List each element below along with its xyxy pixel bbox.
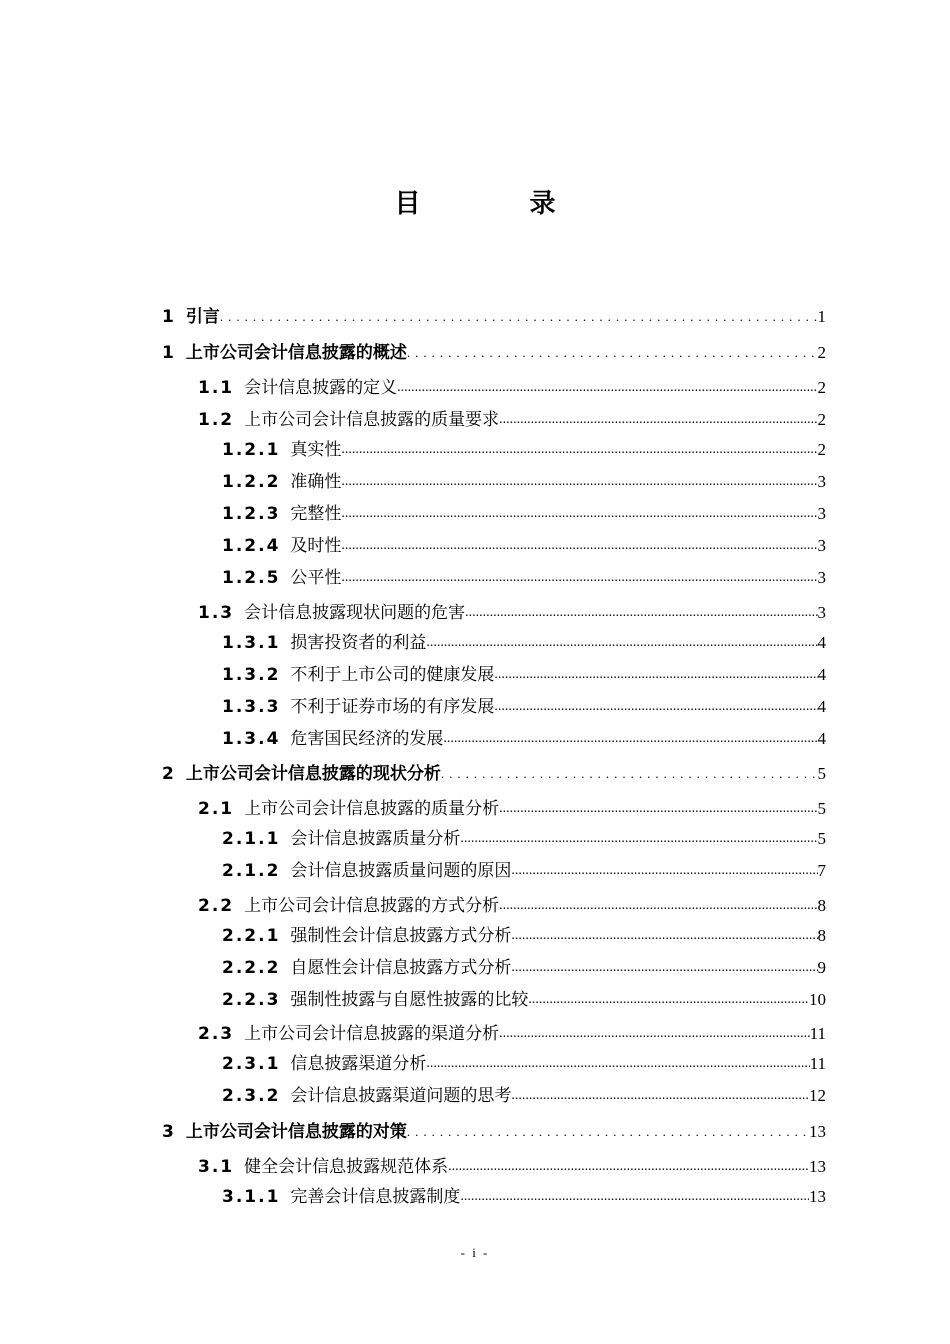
toc-entry-text: 引言 [185,307,220,327]
toc-entry-text: 损害投资者的利益 [290,633,427,653]
toc-entry-text: 强制性会计信息披露方式分析 [290,926,512,946]
toc-entry[interactable] [198,893,826,919]
toc-entry-page: 5 [817,764,826,783]
toc-entry-number: 2 [162,764,176,784]
toc-entry[interactable] [222,437,826,463]
toc-entry-page: 3 [817,568,826,587]
toc-entry-page: 4 [817,665,826,684]
toc-entry-number: 2.3.2 [222,1086,281,1106]
toc-entry-page: 5 [817,829,826,848]
toc-entry[interactable] [222,533,826,559]
toc-entry[interactable] [222,987,826,1013]
toc-entry-text: 不利于证券市场的有序发展 [290,697,495,717]
toc-entry-page: 3 [817,603,826,622]
toc-entry-text: 健全会计信息披露规范体系 [244,1157,449,1177]
toc-entry-text: 完整性 [290,504,342,524]
toc-entry-number: 1.1 [198,378,235,398]
toc-entry-page: 13 [809,1157,826,1176]
dot-leader [426,628,817,656]
toc-entry-text: 上市公司会计信息披露的概述 [185,343,407,363]
dot-leader [341,499,817,527]
toc-entry[interactable] [162,761,826,787]
toc-entry-text: 公平性 [290,568,342,588]
toc-entry-page: 4 [817,633,826,652]
toc-entry[interactable] [198,1154,826,1180]
dot-leader [465,598,817,626]
toc-entry-number: 2.2 [198,896,235,916]
dot-leader [341,467,817,495]
page-number-footer: - i - [460,1245,490,1260]
toc-entry-number: 1.2.4 [222,536,281,556]
dot-leader [443,724,817,752]
toc-entry-text: 强制性披露与自愿性披露的比较 [290,990,529,1010]
toc-entry-number: 2.2.3 [222,990,281,1010]
toc-entry[interactable] [198,1021,826,1047]
dot-leader [407,339,818,366]
toc-entry-text: 上市公司会计信息披露的现状分析 [185,764,441,784]
toc-entry[interactable] [198,407,826,433]
toc-entry-number: 1.2 [198,410,235,430]
dot-leader [499,1019,810,1047]
toc-entry-number: 2.1.1 [222,829,281,849]
toc-entry-page: 10 [809,990,826,1009]
toc-entry-text: 完善会计信息披露制度 [290,1187,461,1207]
dot-leader [460,1182,809,1210]
toc-entry[interactable] [162,340,826,366]
dot-leader [511,1081,809,1109]
toc-entry-number: 3.1.1 [222,1187,281,1207]
toc-entry-number: 1.3.3 [222,697,281,717]
toc-entry-number: 2.3.1 [222,1054,281,1074]
dot-leader [220,303,818,330]
dot-leader [397,373,817,401]
toc-entry[interactable] [162,304,826,330]
toc-entry-number: 2.3 [198,1024,235,1044]
toc-entry-number: 2.1.2 [222,861,281,881]
dot-leader [448,1152,809,1180]
toc-entry[interactable] [222,469,826,495]
toc-entry-text: 及时性 [290,536,342,556]
toc-entry-number: 1.2.2 [222,472,281,492]
toc-entry-text: 信息披露渠道分析 [290,1054,427,1074]
toc-entry[interactable] [198,600,826,626]
toc-entry-page: 8 [817,896,826,915]
toc-entry-number: 3 [162,1122,176,1142]
toc-entry[interactable] [162,1119,826,1145]
toc-entry[interactable] [222,1184,826,1210]
toc-entry-page: 4 [817,729,826,748]
toc-entry-page: 4 [817,697,826,716]
toc-entry-text: 会计信息披露质量分析 [290,829,461,849]
toc-entry-page: 2 [817,410,826,429]
dot-leader [499,891,817,919]
toc-entry-text: 会计信息披露质量问题的原因 [290,861,512,881]
dot-leader [341,435,817,463]
toc-entry-number: 1.2.3 [222,504,281,524]
dot-leader [494,660,817,688]
toc-entry-number: 1.2.1 [222,440,281,460]
toc-entry[interactable] [198,375,826,401]
toc-entry-page: 3 [817,472,826,491]
dot-leader [528,985,809,1013]
toc-entry-page: 11 [809,1024,826,1043]
toc-entry[interactable] [198,796,826,822]
toc-entry-text: 上市公司会计信息披露的渠道分析 [244,1024,500,1044]
toc-entry-number: 1.3.2 [222,665,281,685]
toc-entry[interactable] [222,565,826,591]
toc-entry-page: 2 [817,343,826,362]
toc-entry-page: 3 [817,504,826,523]
toc-entry-page: 12 [809,1086,826,1105]
toc-entry[interactable] [222,1083,826,1109]
toc-entry-text: 不利于上市公司的健康发展 [290,665,495,685]
dot-leader [341,563,817,591]
dot-leader [511,953,817,981]
toc-entry-text: 上市公司会计信息披露的方式分析 [244,896,500,916]
toc-entry-page: 2 [817,440,826,459]
toc-entry-page: 9 [817,958,826,977]
toc-entry[interactable] [222,923,826,949]
toc-entry[interactable] [222,858,826,884]
toc-entry-page: 8 [817,926,826,945]
toc-entry-text: 会计信息披露现状问题的危害 [244,603,466,623]
dot-leader [499,794,817,822]
toc-entry-number: 1.2.5 [222,568,281,588]
toc-entry[interactable] [222,694,826,720]
toc-entry-page: 7 [817,861,826,880]
dot-leader [441,760,818,787]
toc-entry[interactable] [222,501,826,527]
toc-entry-text: 自愿性会计信息披露方式分析 [290,958,512,978]
toc-entry-number: 3.1 [198,1157,235,1177]
toc-entry-number: 2.1 [198,799,235,819]
toc-entry-page: 13 [809,1122,826,1141]
toc-entry-number: 1.3.4 [222,729,281,749]
dot-leader [499,405,817,433]
toc-entry-text: 真实性 [290,440,342,460]
toc-entry-text: 会计信息披露渠道问题的思考 [290,1086,512,1106]
toc-entry[interactable] [222,662,826,688]
toc-entry-page: 13 [809,1187,826,1206]
toc-entry-number: 2.2.1 [222,926,281,946]
toc-entry-page: 3 [817,536,826,555]
toc-entry-number: 2.2.2 [222,958,281,978]
dot-leader [407,1118,809,1145]
toc-entry-text: 准确性 [290,472,342,492]
dot-leader [511,856,817,884]
toc-entry-page: 1 [817,307,826,326]
toc-entry-page: 2 [817,378,826,397]
toc-entry-text: 上市公司会计信息披露的质量要求 [244,410,500,430]
dot-leader [426,1049,809,1077]
dot-leader [341,531,817,559]
toc-entry[interactable] [222,955,826,981]
toc-entry-text: 上市公司会计信息披露的质量分析 [244,799,500,819]
toc-entry[interactable] [222,726,826,752]
dot-leader [460,824,817,852]
toc-entry-text: 会计信息披露的定义 [244,378,398,398]
toc-entry[interactable] [222,1051,826,1077]
toc-entry[interactable] [222,630,826,656]
toc-entry-number: 1.3 [198,603,235,623]
toc-title: 目 录 [394,189,606,219]
toc-entry-number: 1 [162,343,176,363]
toc-entry-number: 1 [162,307,176,327]
toc-entry-page: 5 [817,799,826,818]
dot-leader [494,692,817,720]
toc-entry-text: 危害国民经济的发展 [290,729,444,749]
toc-entry[interactable] [222,826,826,852]
toc-entry-page: 11 [809,1054,826,1073]
toc-entry-text: 上市公司会计信息披露的对策 [185,1122,407,1142]
toc-entry-number: 1.3.1 [222,633,281,653]
dot-leader [511,921,817,949]
